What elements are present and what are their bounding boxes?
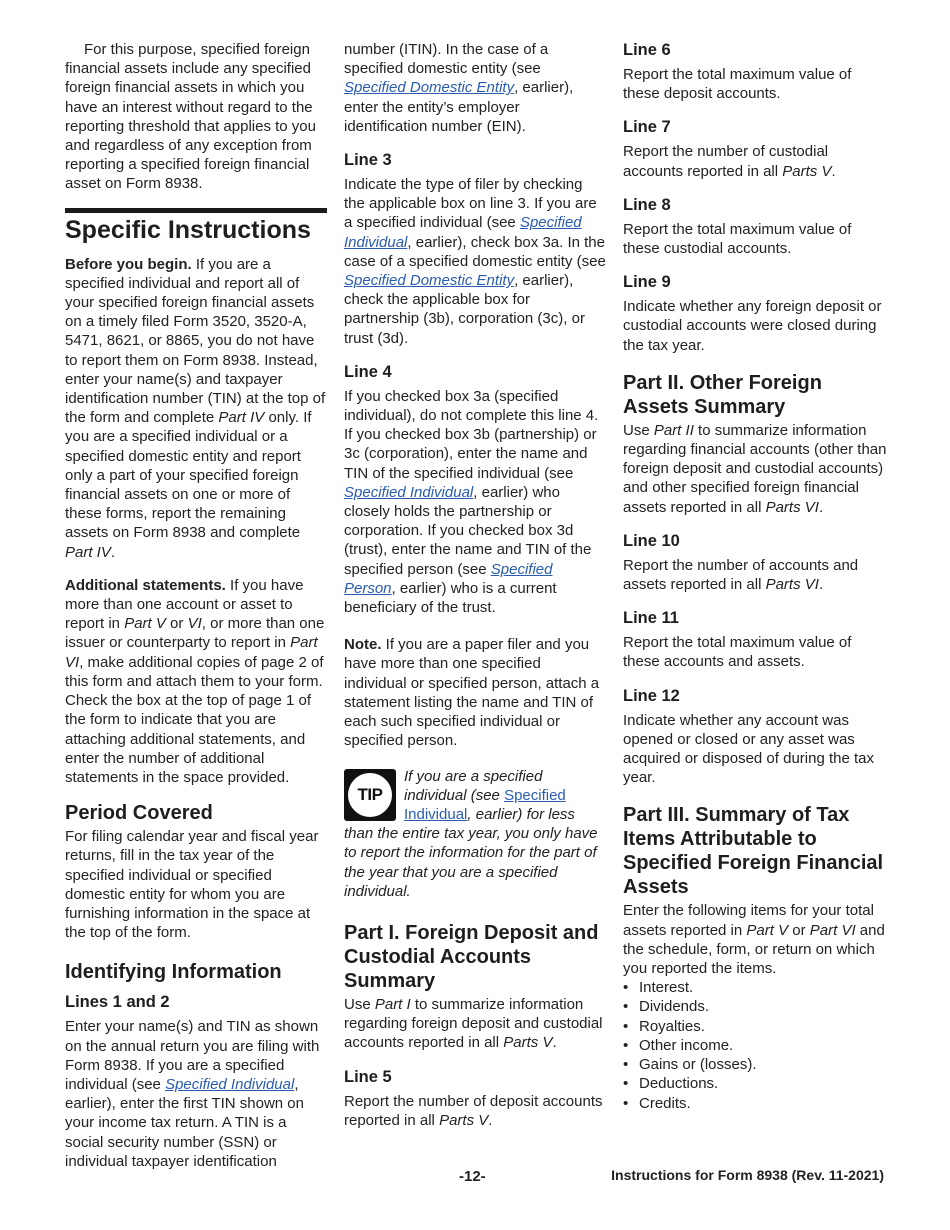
line-5-text [344,1092,606,1130]
italic-ref: Part V [746,921,789,939]
lines-1-and-2-heading: Lines 1 and 2 [65,993,170,1012]
italic-ref: Part V [124,615,166,633]
list-item: • Dividends. [623,997,891,1016]
before-you-begin-paragraph [65,255,327,562]
part-3-heading: Part III. Summary of Tax Items Attributable to Specified Foreign Financial Assets [623,804,884,899]
text: , earlier) for less than the entire tax year, you only have to report the information for the part of the year that you are a specified individual. [344,805,598,900]
line-10-heading: Line 10 [623,531,680,550]
text: or [788,921,810,939]
text: only. If you are a specified individual or a specified domestic entity and report only a part of your specified foreign financial assets on one or more of these forms, report the remaining assets on Form 8938 and complete [65,409,312,542]
text: Use [623,421,654,439]
tip-box [344,767,606,901]
text: Enter your name(s) and TIN as shown on the annual return you are filing with Form 8938. If you are a specified individual (see [65,1018,320,1093]
text: number (ITIN). In the case of a specified domestic entity (see [344,41,549,78]
line-8-text: Report the total maximum value of these custodial accounts. [623,220,852,258]
lines-1-2-text [65,1017,327,1171]
part-2-text [623,421,891,517]
specified-person-link[interactable]: Specified Person [344,560,553,597]
column-2 [344,40,606,1144]
line-8-heading: Line 8 [623,195,671,214]
tax-items-list [623,978,891,1112]
runin-heading: Additional statements. [65,576,226,594]
list-item: • Deductions. [623,1074,891,1093]
specified-domestic-entity-link[interactable]: Specified Domestic Entity [344,272,515,290]
text: Enter the following items for your total assets reported in [623,902,874,939]
text: and the schedule, form, or return on which you reported the items. [623,921,885,978]
specified-individual-link[interactable]: Specified Individual [404,786,566,823]
list-item: • Interest. [623,978,891,997]
text: . [818,576,824,594]
runin-heading: Before you begin. [65,255,192,273]
text: Report the number of deposit accounts reported in all [344,1092,603,1129]
text: If you are a paper filer and you have more than one specified individual or specified person, attach a statement listing the name and TIN of each such specified individual or specified person. [344,636,600,750]
line-4-text [344,387,606,617]
column-1 [65,40,327,1185]
italic-ref: Parts VI [765,576,819,594]
text: Use [344,995,375,1013]
runin-heading: Note. [344,636,382,654]
line-3-heading: Line 3 [344,151,392,170]
part-1-heading: Part I. Foreign Deposit and Custodial Accounts Summary [344,921,599,992]
line-4-heading: Line 4 [344,362,392,381]
text: If you are a specified individual (see [404,767,543,804]
text: to summarize information regarding foreign deposit and custodial accounts reported in all [344,995,603,1052]
specified-domestic-entity-link[interactable]: Specified Domestic Entity [344,79,515,97]
text: If you have more than one account or asset to report in [65,576,304,633]
line-3-text [344,175,606,348]
italic-ref: Parts V [782,162,832,180]
section-rule [65,208,327,213]
line-7-text [623,142,891,180]
line-7-heading: Line 7 [623,118,671,137]
list-item: • Gains or (losses). [623,1055,891,1074]
line-6-text: Report the total maximum value of these deposit accounts. [623,66,852,103]
tip-icon-label: TIP [348,773,392,817]
note-paragraph [344,635,606,750]
italic-ref: Part VI [65,634,318,671]
text: If you checked box 3a (specified individual), do not complete this line 4. If you checked box 3b (partnership) or 3c (corporation), enter the name and TIN of the specified individual (see [344,387,599,482]
italic-ref: Part IV [65,543,111,561]
list-item: • Credits. [623,1094,891,1113]
text: , earlier), check the applicable box for partnership (3b), corporation (3c), or trust (3d). [344,272,585,347]
text: Report the number of custodial accounts reported in all [623,143,829,180]
text: If you are a specified individual and report all of your specified foreign financial assets on a timely filed Form 3520, 3520-A, 5471, 8621, or 8865, you do not have to report them on Form 8938. Instead, enter your name(s) and taxpayer identification number (TIN) at the top of the form and complete [65,255,326,427]
specified-individual-link[interactable]: Specified Individual [165,1075,295,1093]
part-3-text [623,901,891,978]
text: , earlier), enter the entity’s employer identification number (EIN). [344,79,574,135]
text: , earlier), enter the first TIN shown on your income tax return. A TIN is a social security number (SSN) or individual taxpayer identification [65,1075,304,1170]
text: . [552,1034,557,1052]
line-11-heading: Line 11 [623,609,679,628]
line-5-heading: Line 5 [344,1067,392,1086]
line-11-text: Report the total maximum value of these accounts and assets. [623,634,852,671]
text: , earlier), check box 3a. In the case of a specified domestic entity (see [344,233,606,270]
additional-statements-paragraph [65,576,327,787]
line-6-heading: Line 6 [623,41,671,59]
list-item: • Other income. [623,1036,891,1055]
specified-individual-link[interactable]: Specified Individual [344,483,474,501]
line-12-heading: Line 12 [623,686,680,705]
text: . [818,498,824,516]
text: or [165,615,188,633]
tip-icon [344,769,396,821]
text: , earlier) who is a current beneficiary of the trust. [344,579,557,617]
text: . [110,543,116,561]
text: . [488,1111,493,1129]
italic-ref: Part IV [218,409,265,427]
italic-ref: Parts V [439,1111,489,1129]
line-10-text [623,556,891,594]
column-3 [623,40,891,1113]
italic-ref: Parts VI [765,498,819,516]
part-2-heading: Part II. Other Foreign Assets Summary [623,371,822,418]
italic-ref: Part II [653,421,694,439]
text: Report the number of accounts and assets reported in all [623,556,859,594]
section-title: Specific Instructions [65,215,311,244]
part-1-text [344,995,606,1053]
text: , or more than one issuer or counterparty to report in [65,615,325,652]
period-covered-heading: Period Covered [65,802,213,825]
text: . [831,162,836,180]
italic-ref: Part I [374,995,411,1013]
list-item: • Royalties. [623,1017,891,1036]
page-number: -12- [459,1168,486,1185]
text: , make additional copies of page 2 of this form and attach them to your form. Check the box at the top of page 1 of the form to indicate that you are attaching additional statements, and enter the number of additional statements in the space provided. [65,653,324,786]
period-covered-text: For filing calendar year and fiscal year returns, fill in the tax year of the specified individual or specified domestic entity for whom you are furnishing information in the space at the top of the form. [65,828,319,942]
line-9-heading: Line 9 [623,273,671,292]
text: Indicate the type of filer by checking the applicable box on line 3. If you are a specified individual (see [344,176,597,232]
text: , earlier) who closely holds the partnership or corporation. If you checked box 3d (trust), enter the name and TIN of the specified person (see [344,483,592,578]
italic-ref: Parts V [503,1034,553,1052]
specified-individual-link[interactable]: Specified Individual [344,214,582,251]
line-9-text: Indicate whether any foreign deposit or custodial accounts were closed during the tax year. [623,298,882,354]
document-title-footer: Instructions for Form 8938 (Rev. 11-2021) [611,1167,884,1183]
text: to summarize information regarding financial accounts (other than foreign deposit and custodial accounts) and other specified foreign financial assets reported in all [623,421,887,516]
line-12-text: Indicate whether any account was opened or closed or any asset was acquired or disposed of during the tax year. [623,711,874,787]
intro-paragraph: For this purpose, specified foreign financial assets include any specified foreign financial assets in which you have an interest without regard to the reporting threshold that applies to you and regardless of any exception from reporting a specified foreign financial asset on Form 8938. [65,41,316,193]
italic-ref: VI [187,615,202,633]
identifying-information-heading: Identifying Information [65,961,282,984]
itin-continuation [344,40,606,136]
italic-ref: Part VI [809,921,856,939]
